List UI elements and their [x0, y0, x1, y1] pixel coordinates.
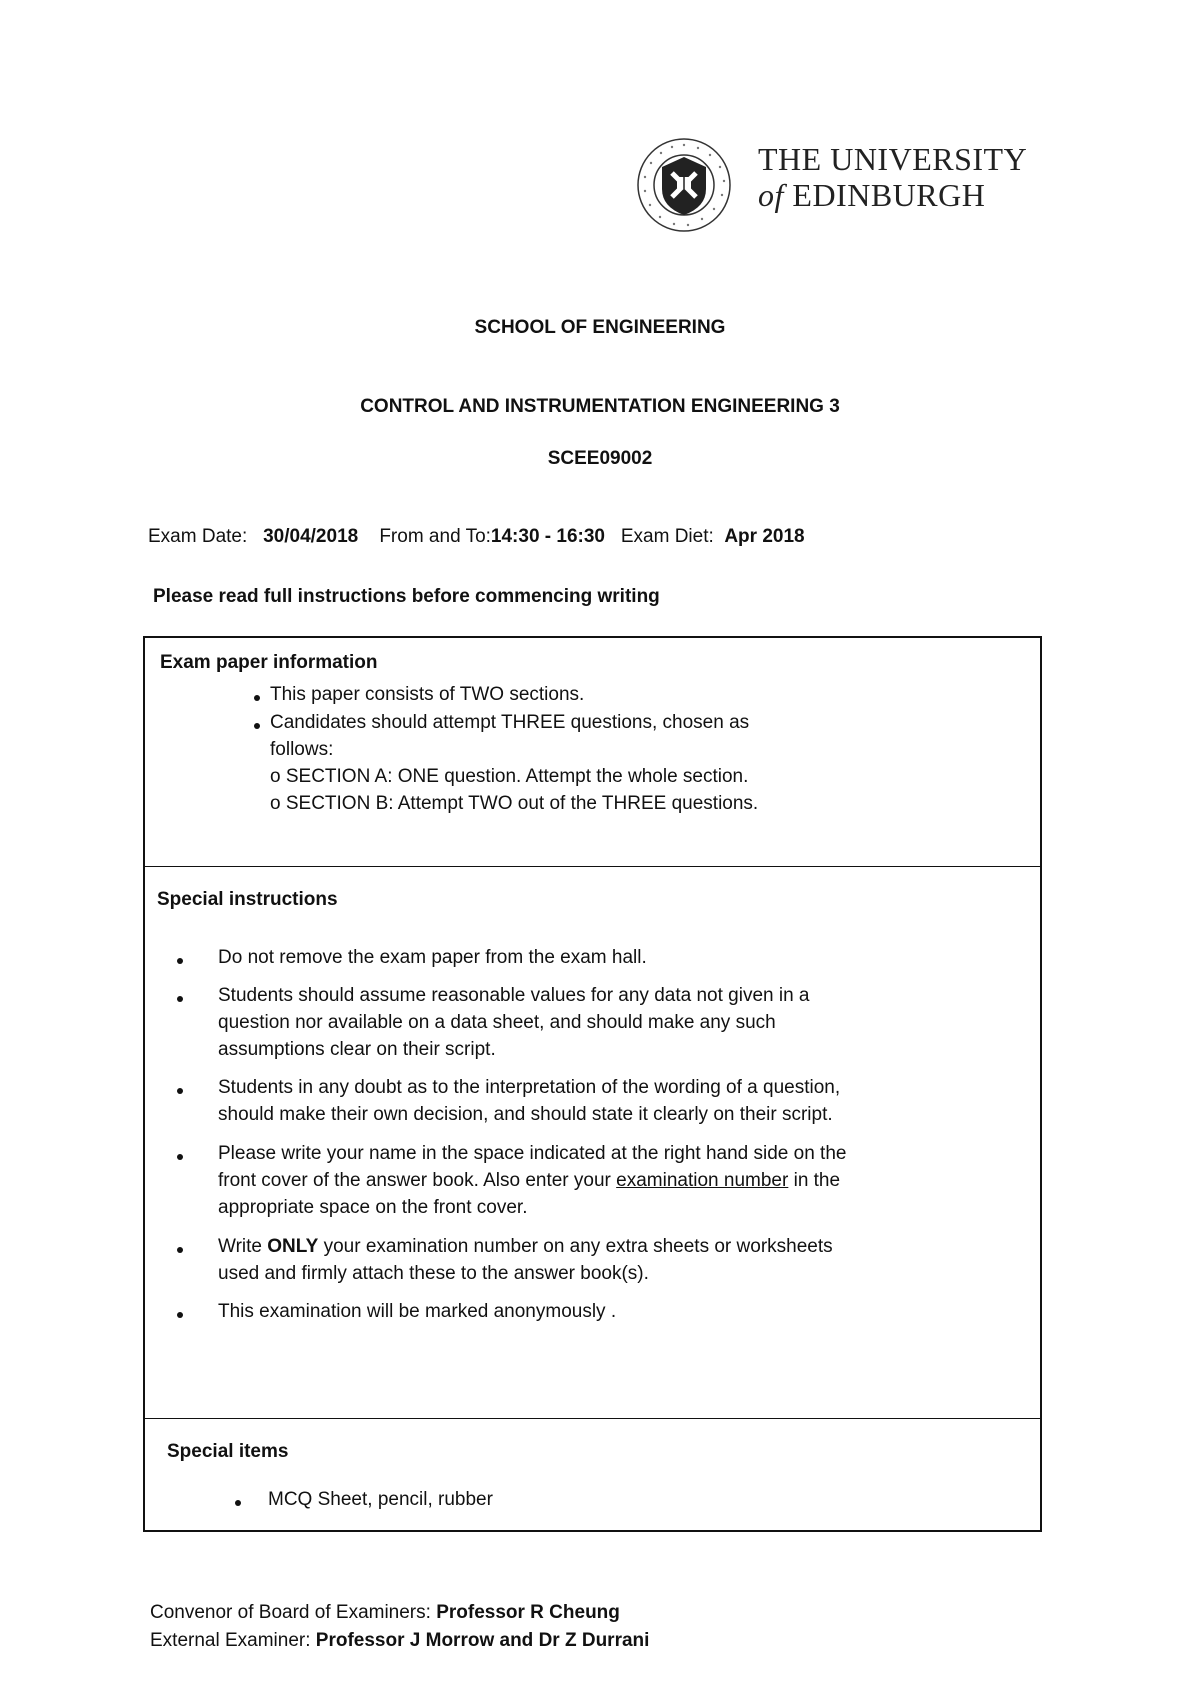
course-code: SCEE09002 — [547, 448, 653, 469]
instruction-4-line2 — [218, 1170, 840, 1192]
instruction-2-line3: assumptions clear on their script. — [218, 1039, 496, 1060]
section-title: Special instructions — [157, 889, 338, 910]
special-instructions-section — [143, 866, 1042, 1419]
bullet-icon — [177, 996, 183, 1002]
instruction-6: This examination will be marked anonymously . — [218, 1301, 617, 1322]
instruction-5-line1 — [218, 1236, 833, 1258]
section-title: Special items — [167, 1441, 289, 1462]
bullet-icon — [177, 1247, 183, 1253]
bullet-icon — [254, 695, 260, 701]
university-crest-icon — [636, 137, 732, 233]
instruction-4-line3: appropriate space on the front cover. — [218, 1197, 528, 1218]
exam-details-line — [148, 526, 805, 548]
wordmark-edinburgh: EDINBURGH — [792, 177, 986, 213]
bullet-icon — [177, 1312, 183, 1318]
instruction-4-line1: Please write your name in the space indicated at the right hand side on the — [218, 1143, 847, 1164]
exam-date-label: Exam Date: — [148, 526, 248, 547]
bullet-icon — [235, 1500, 241, 1506]
special-item-1: MCQ Sheet, pencil, rubber — [268, 1489, 493, 1510]
wordmark-line2 — [758, 177, 1027, 213]
convenor-label: Convenor of Board of Examiners: — [150, 1602, 437, 1623]
exam-date-value: 30/04/2018 — [263, 526, 359, 547]
section-title: Exam paper information — [160, 652, 378, 673]
instruction-5-only: ONLY — [267, 1236, 319, 1257]
convenor-line — [150, 1602, 620, 1624]
external-label: External Examiner: — [150, 1630, 316, 1651]
instruction-2-line1: Students should assume reasonable values for any data not given in a — [218, 985, 810, 1006]
paper-info-bullet-2-line1: Candidates should attempt THREE questions, chosen as — [270, 712, 750, 733]
wordmark-of: of — [758, 177, 784, 213]
paper-info-bullet-1: This paper consists of TWO sections. — [270, 684, 585, 705]
examination-number-underlined: examination number — [616, 1170, 789, 1191]
university-wordmark — [758, 141, 1027, 213]
course-title: CONTROL AND INSTRUMENTATION ENGINEERING 3 — [360, 396, 840, 417]
bullet-icon — [177, 958, 183, 964]
instruction-4-line2-b: in the — [788, 1170, 841, 1191]
bullet-icon — [177, 1088, 183, 1094]
instruction-3-line2: should make their own decision, and should state it clearly on their script. — [218, 1104, 833, 1125]
instruction-3-line1: Students in any doubt as to the interpretation of the wording of a question, — [218, 1077, 841, 1098]
instruction-banner: Please read full instructions before commencing writing — [153, 586, 660, 607]
instruction-5-line2: used and firmly attach these to the answer book(s). — [218, 1263, 649, 1284]
exam-time-label: From and To: — [379, 526, 491, 547]
paper-info-sub-1: o SECTION A: ONE question. Attempt the whole section. — [270, 766, 749, 787]
external-value: Professor J Morrow and Dr Z Durrani — [315, 1630, 650, 1651]
instruction-5-line1-c: your examination number on any extra sheets or worksheets — [318, 1236, 833, 1257]
paper-info-sub-2: o SECTION B: Attempt TWO out of the THREE questions. — [270, 793, 759, 814]
bullet-icon — [177, 1154, 183, 1160]
paper-info-bullet-2-line2: follows: — [270, 739, 334, 760]
exam-time-value: 14:30 - 16:30 — [490, 526, 605, 547]
wordmark-line1: THE UNIVERSITY — [758, 141, 1028, 177]
instruction-4-line2-a: front cover of the answer book. Also enter your — [218, 1170, 617, 1191]
special-items-section — [143, 1418, 1042, 1532]
exam-diet-label: Exam Diet: — [620, 526, 714, 547]
exam-diet-value: Apr 2018 — [724, 526, 805, 547]
external-examiner-line — [150, 1630, 649, 1652]
university-logo — [636, 137, 1054, 233]
instruction-1: Do not remove the exam paper from the exam hall. — [218, 947, 647, 968]
bullet-icon — [254, 723, 260, 729]
exam-paper-information-section — [143, 636, 1042, 867]
instruction-5-line1-a: Write — [218, 1236, 268, 1257]
instruction-2-line2: question nor available on a data sheet, and should make any such — [218, 1012, 776, 1033]
convenor-value: Professor R Cheung — [436, 1602, 620, 1623]
school-title: SCHOOL OF ENGINEERING — [474, 317, 726, 338]
